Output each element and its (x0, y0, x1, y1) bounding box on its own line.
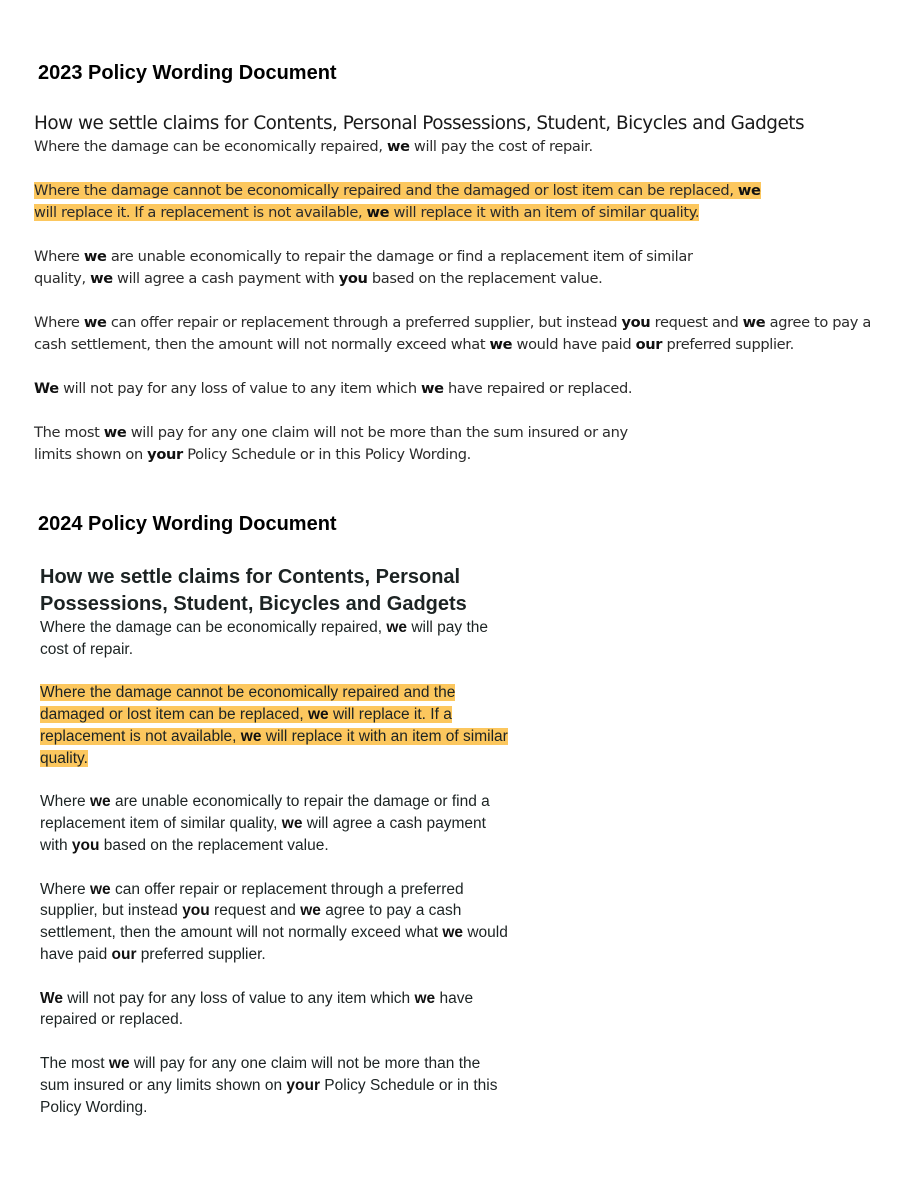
paragraph-repair: Where the damage can be economically repaired, we will pay the cost of repair. (40, 619, 489, 658)
paragraph-cash-payment: Where we are unable economically to repair the damage or find a replacement item of similar quality, we will agree a cash payment with you based on the replacement value. (40, 793, 490, 854)
paragraph-cash-payment: Where we are unable economically to repair the damage or find a replacement item of similar quality, we will agree a cash payment with you based on the replacement value. (34, 248, 693, 287)
paragraph-claim-limit: The most we will pay for any one claim will not be more than the sum insured or any limits shown on your Policy Schedule or in this Policy Wording. (40, 1054, 498, 1116)
highlight: Where the damage cannot be economically repaired and the damaged or lost item can be replaced, we will replace it. If a replacement is not available, we will replace it with an item of similar quality. (40, 684, 508, 767)
paragraph-loss-of-value: We will not pay for any loss of value to any item which we have repaired or replaced. (34, 380, 633, 397)
section-title-2024: 2024 Policy Wording Document (38, 513, 337, 535)
policy-2024-excerpt (40, 564, 510, 1140)
paragraph-claim-limit: The most we will pay for any one claim will not be more than the sum insured or any limits shown on your Policy Schedule or in this Policy Wording. (34, 424, 628, 463)
section-title-2023: 2023 Policy Wording Document (38, 62, 337, 84)
paragraph-preferred-supplier: Where we can offer repair or replacement through a preferred supplier, but instead you request and we agree to pay a cash settlement, then the amount will not normally exceed what we would have paid our preferred supplier. (34, 314, 871, 353)
paragraph-preferred-supplier: Where we can offer repair or replacement through a preferred supplier, but instead you request and we agree to pay a cash settlement, then the amount will not normally exceed what we would have paid our preferred supplier. (40, 880, 508, 963)
paragraph-loss-of-value: We will not pay for any loss of value to any item which we have repaired or replaced. (40, 989, 474, 1029)
paragraph-replace-highlighted (40, 682, 510, 769)
paragraph-repair: Where the damage can be economically repaired, we will pay the cost of repair. (34, 138, 593, 155)
policy-2023-excerpt (34, 112, 884, 488)
heading-2024: How we settle claims for Contents, Personal Possessions, Student, Bicycles and Gadgets (40, 566, 467, 615)
heading-2023: How we settle claims for Contents, Personal Possessions, Student, Bicycles and Gadgets (34, 113, 805, 134)
highlight: Where the damage cannot be economically repaired and the damaged or lost item can be replaced, we will replace it. If a replacement is not available, we will replace it with an item of similar quality. (34, 182, 761, 221)
paragraph-replace-highlighted (34, 180, 779, 224)
